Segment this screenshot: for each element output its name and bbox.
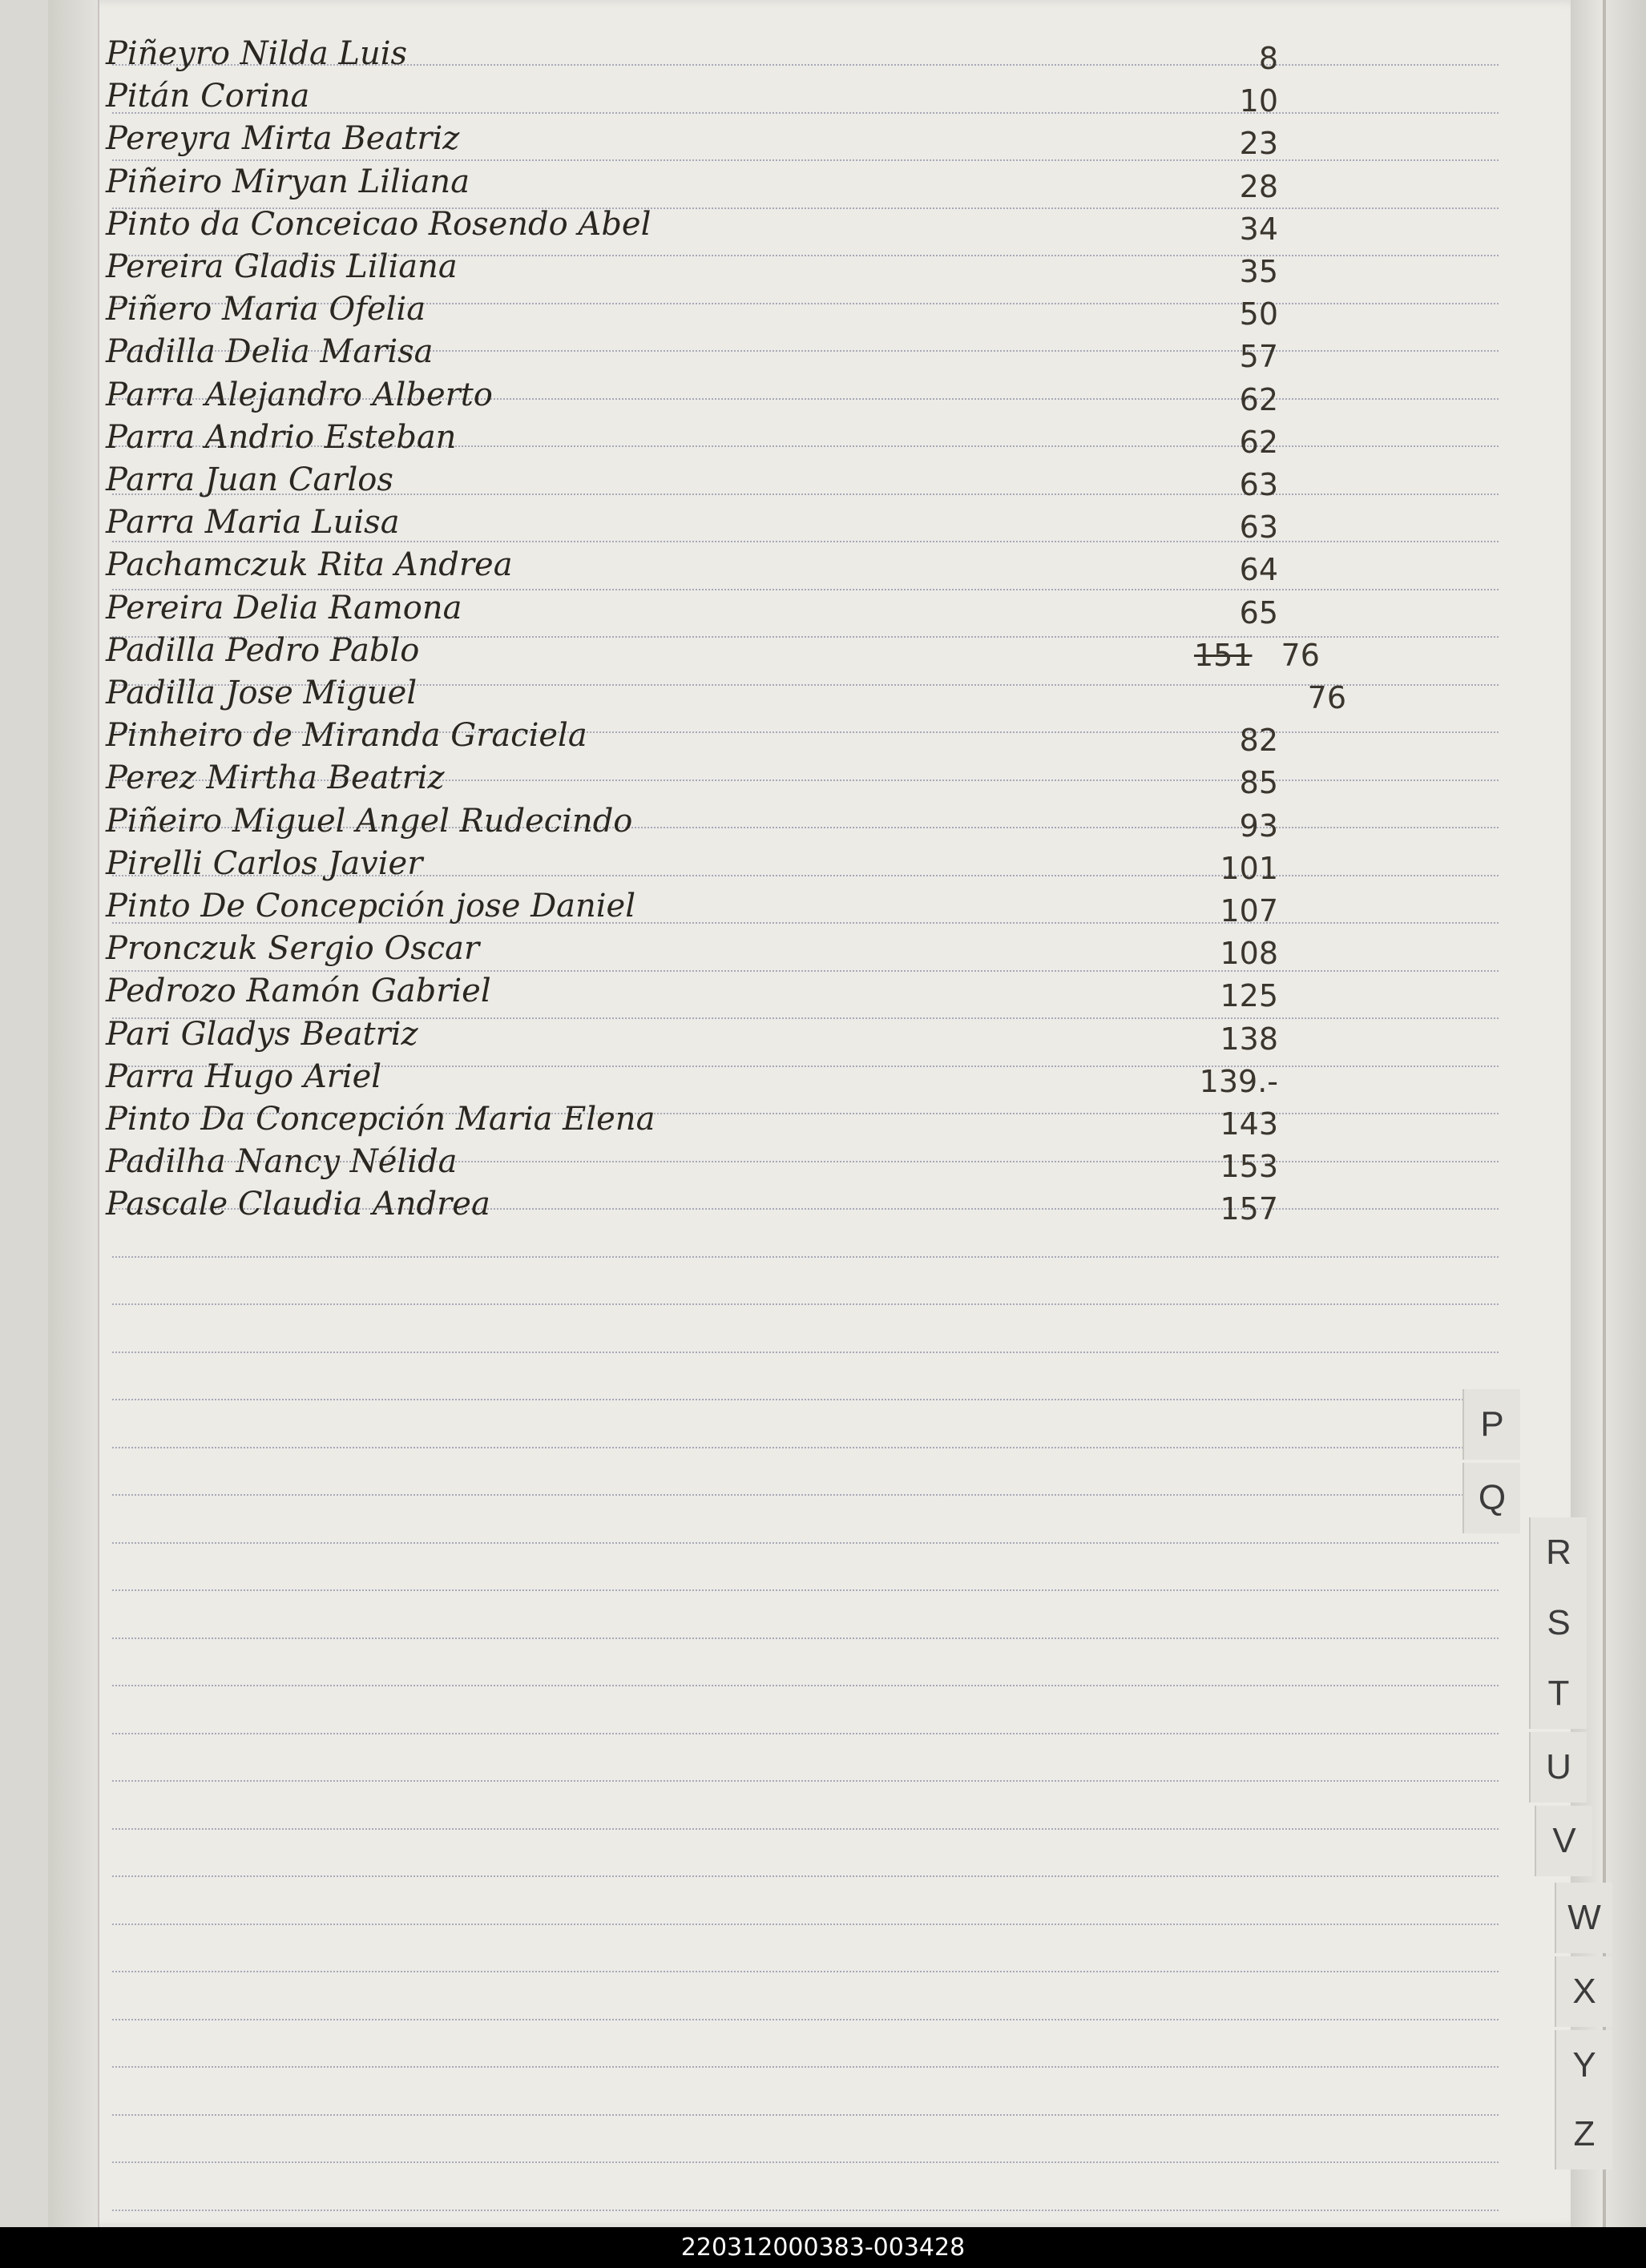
ruled-line — [112, 1828, 1499, 1830]
ruled-line — [112, 1971, 1499, 1972]
entry-name: Parra Hugo Ariel — [106, 1057, 382, 1095]
entry-number: 125 — [1220, 978, 1278, 1014]
index-tab-w[interactable]: W — [1555, 1883, 1612, 1953]
entry-name: Parra Alejandro Alberto — [106, 376, 493, 413]
ruled-line — [112, 2114, 1499, 2116]
entry-name: Pereyra Mirta Beatriz — [106, 120, 460, 158]
ruled-line — [112, 1638, 1499, 1639]
index-tab-r[interactable]: R — [1529, 1517, 1587, 1588]
entry-name: Piñeiro Miryan Liliana — [106, 163, 470, 200]
struck-number: 151 — [1194, 637, 1253, 673]
entry-number: 62 — [1239, 381, 1278, 417]
entry-number: 57 — [1239, 339, 1278, 375]
ruled-line — [112, 1924, 1499, 1925]
entry-name: Piñeyro Nilda Luis — [106, 35, 408, 72]
entry-name: Pinto da Conceicao Rosendo Abel — [106, 205, 652, 243]
index-tab-q[interactable]: Q — [1462, 1463, 1520, 1533]
index-tab-x[interactable]: X — [1555, 1956, 1612, 2027]
entry-name: Parra Maria Luisa — [106, 504, 400, 542]
entry-number: 63 — [1239, 467, 1278, 502]
entry-number: 65 — [1239, 594, 1278, 630]
entry-name: Piñero Maria Ofelia — [106, 291, 426, 328]
ledger-page — [48, 0, 1571, 2227]
entry-name: Pitán Corina — [106, 78, 310, 115]
entry-name: Padilla Delia Marisa — [106, 333, 434, 371]
entry-number: 23 — [1239, 126, 1278, 162]
ruled-line — [112, 1256, 1499, 1258]
entry-name: Pinheiro de Miranda Graciela — [106, 717, 587, 755]
entry-name: Parra Juan Carlos — [106, 461, 393, 498]
ruled-line — [112, 1780, 1499, 1782]
entry-name: Pascale Claudia Andrea — [106, 1186, 490, 1223]
entry-number: 64 — [1239, 552, 1278, 588]
entry-number: 62 — [1239, 424, 1278, 460]
entry-number: 139.- — [1199, 1063, 1278, 1099]
index-tab-p[interactable]: P — [1462, 1389, 1520, 1460]
entry-number: 101 — [1220, 850, 1278, 886]
entry-number: 82 — [1239, 723, 1278, 759]
entry-number: 108 — [1220, 936, 1278, 972]
ruled-line — [112, 1303, 1499, 1305]
entry-number: 157 — [1220, 1191, 1278, 1227]
entry-number: 107 — [1220, 893, 1278, 929]
entry-name: Pachamczuk Rita Andrea — [106, 546, 513, 584]
entry-number: 93 — [1239, 808, 1278, 844]
entry-name: Padilla Pedro Pablo — [106, 631, 420, 669]
ruled-line — [112, 1494, 1499, 1496]
corrected-number: 76 — [1281, 637, 1320, 673]
index-tab-y[interactable]: Y — [1555, 2030, 1612, 2101]
entry-number: 35 — [1239, 254, 1278, 289]
entry-number: 138 — [1220, 1021, 1278, 1057]
ruled-line — [112, 2210, 1499, 2211]
entry-name: Pereira Gladis Liliana — [106, 248, 458, 285]
entry-number: 143 — [1220, 1106, 1278, 1142]
entry-name: Pinto De Concepción jose Daniel — [106, 888, 636, 925]
ruled-line — [112, 1589, 1499, 1591]
entry-number: 34 — [1239, 211, 1278, 247]
entry-number: 8 — [1258, 41, 1278, 76]
entry-name: Pirelli Carlos Javier — [106, 844, 423, 882]
entry-name: Pedrozo Ramón Gabriel — [106, 973, 491, 1010]
index-tab-z[interactable]: Z — [1555, 2099, 1612, 2169]
index-tab-v[interactable]: V — [1535, 1806, 1592, 1876]
entry-number: 76 — [1307, 680, 1346, 715]
entry-number: 10 — [1239, 83, 1278, 119]
index-tab-s[interactable]: S — [1529, 1588, 1587, 1658]
ruled-line — [112, 1542, 1499, 1544]
index-tab-t[interactable]: T — [1529, 1658, 1587, 1729]
entry-name: Perez Mirtha Beatriz — [106, 759, 445, 797]
entry-number: 85 — [1239, 765, 1278, 801]
ruled-line — [112, 2019, 1499, 2020]
entry-name: Piñeiro Miguel Angel Rudecindo — [106, 802, 633, 840]
margin-line — [98, 0, 99, 2227]
ruled-line — [112, 1733, 1499, 1734]
ruled-line — [112, 2161, 1499, 2163]
footer-bar — [0, 2227, 1646, 2268]
page-binding-edge — [48, 0, 98, 2227]
entry-name: Parra Andrio Esteban — [106, 418, 457, 456]
ruled-line — [112, 1399, 1499, 1400]
entry-number: 28 — [1239, 168, 1278, 204]
entry-number: 153 — [1220, 1149, 1278, 1185]
entry-name: Pereira Delia Ramona — [106, 589, 462, 626]
entry-number: 63 — [1239, 510, 1278, 546]
entry-name: Pinto Da Concepción Maria Elena — [106, 1101, 656, 1138]
ruled-line — [112, 1875, 1499, 1877]
ruled-line — [112, 112, 1499, 114]
entry-number: 50 — [1239, 296, 1278, 332]
ruled-line — [112, 1352, 1499, 1353]
document-id: 220312000383-003428 — [680, 2234, 966, 2262]
entry-name: Padilha Nancy Nélida — [106, 1143, 458, 1181]
index-tab-u[interactable]: U — [1529, 1732, 1587, 1803]
entry-name: Pari Gladys Beatriz — [106, 1015, 418, 1053]
entry-number — [1194, 635, 1370, 675]
ruled-line — [112, 1685, 1499, 1686]
entry-name: Padilla Jose Miguel — [106, 675, 418, 711]
entry-name: Pronczuk Sergio Oscar — [106, 930, 480, 968]
ruled-line — [112, 1447, 1499, 1448]
ruled-line — [112, 2066, 1499, 2068]
